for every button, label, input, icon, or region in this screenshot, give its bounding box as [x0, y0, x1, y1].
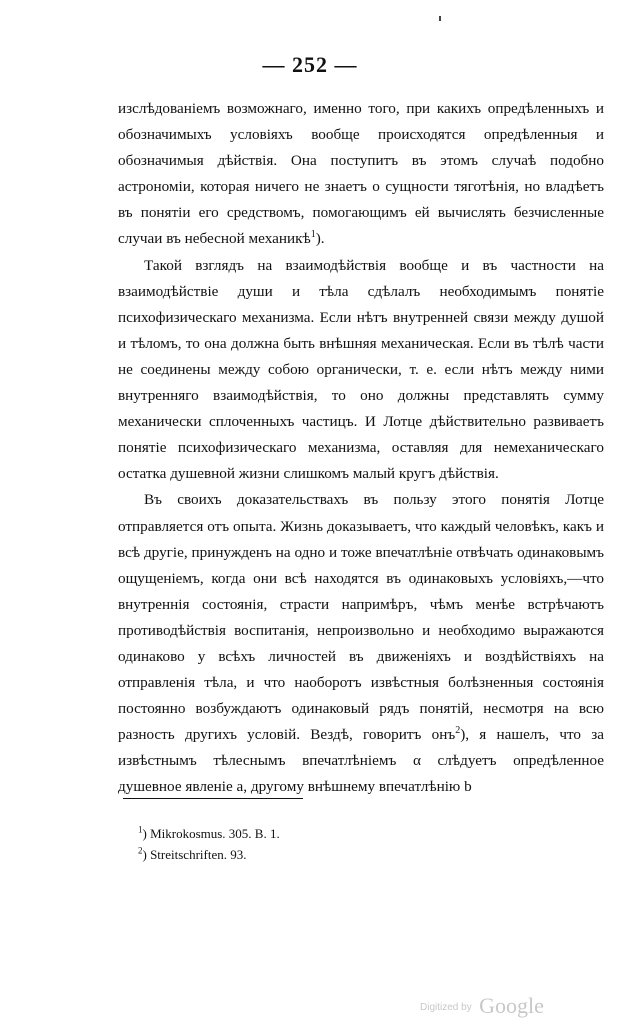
- paragraph-1-tail: ).: [315, 230, 325, 248]
- watermark-prefix: Digitized by: [420, 1002, 472, 1013]
- paragraph-2: [118, 253, 604, 488]
- digitized-watermark: [420, 993, 544, 1019]
- footnote-1-mark: 1: [138, 824, 143, 835]
- footnote-divider: [123, 798, 303, 799]
- paragraph-3: [118, 487, 604, 800]
- main-text: [118, 96, 604, 801]
- page-number: — 252 —: [262, 52, 358, 77]
- google-logo: Google: [479, 993, 544, 1018]
- paragraph-1-text: изслѣдованіемъ возможнаго, именно того, при какихъ опредѣленныхъ и обозначимыхъ условіяхъ вообще происходятся опредѣленныя и обозначимыя дѣйствія. Она поступитъ въ этомъ случаѣ подобно астрономіи, которая ничего не знаетъ о сущности тяготѣнія, но владѣетъ въ понятіи его средствомъ, помогающимъ ей вычислять безчисленные случаи въ небесной механикѣ: [118, 100, 604, 248]
- footnote-ref-2: 2: [455, 725, 461, 737]
- footnote-2-text: ) Streitschriften. 93.: [142, 847, 247, 862]
- footnote-2: [138, 844, 598, 865]
- footnote-1-text: ) Mikrokosmus. 305. B. 1.: [142, 826, 280, 841]
- paragraph-3-tail: ), я нашелъ, что за извѣстнымъ тѣлеснымъ впечатлѣніемъ α слѣдуетъ опредѣленное душевное явленіе a, другому внѣшнему впечатлѣнію b: [118, 726, 604, 796]
- paragraph-1: [118, 96, 604, 253]
- paragraph-2-text: Такой взглядъ на взаимодѣйствія вообще и въ частности на взаимодѣйствіе души и тѣла сдѣлалъ необходимымъ понятіе психофизическаго механизма. Если нѣтъ внутренней связи между душой и тѣломъ, то она должна быть внѣшняя механическая. Если въ тѣлѣ части не соединены между собою органически, т. е. если нѣтъ между ними внутренняго взаимодѣйствія, то оно должны представлять сумму механически сплоченныхъ частицъ. И Лотце дѣйствительно развиваетъ понятіе психофизическаго механизма, оставляя для немеханическаго остатка душевной жизни слишкомъ малый кругъ дѣйствія.: [118, 256, 604, 483]
- footnote-2-mark: 2: [138, 845, 143, 856]
- paragraph-3-text: Въ своихъ доказательствахъ въ пользу этого понятія Лотце отправляется отъ опыта. Жизнь доказываетъ, что каждый человѣкъ, какъ и всѣ другіе, принужденъ на одно и тоже впечатлѣніе отвѣчать одинаковымъ ощущеніемъ, когда они всѣ находятся въ одинаковыхъ условіяхъ,—что внутреннія состоянія, страсти напримѣръ, чѣмъ менѣе встрѣчаютъ противодѣйствія воспитанія, непроизвольно и необходимо выражаются одинаково у всѣхъ личностей въ движеніяхъ и воздѣйствіяхъ на отправленія тѣла, и что наоборотъ извѣстныя болѣзненныя состоянія постоянно возбуждаютъ одинаковый рядъ понятій, несмотря на всю разность другихъ условій. Вездѣ, говоритъ онъ: [118, 491, 604, 744]
- scan-speck: [439, 16, 441, 21]
- footnote-1: [138, 823, 598, 844]
- footnotes: [138, 823, 598, 865]
- footnote-ref-1: 1: [310, 229, 316, 241]
